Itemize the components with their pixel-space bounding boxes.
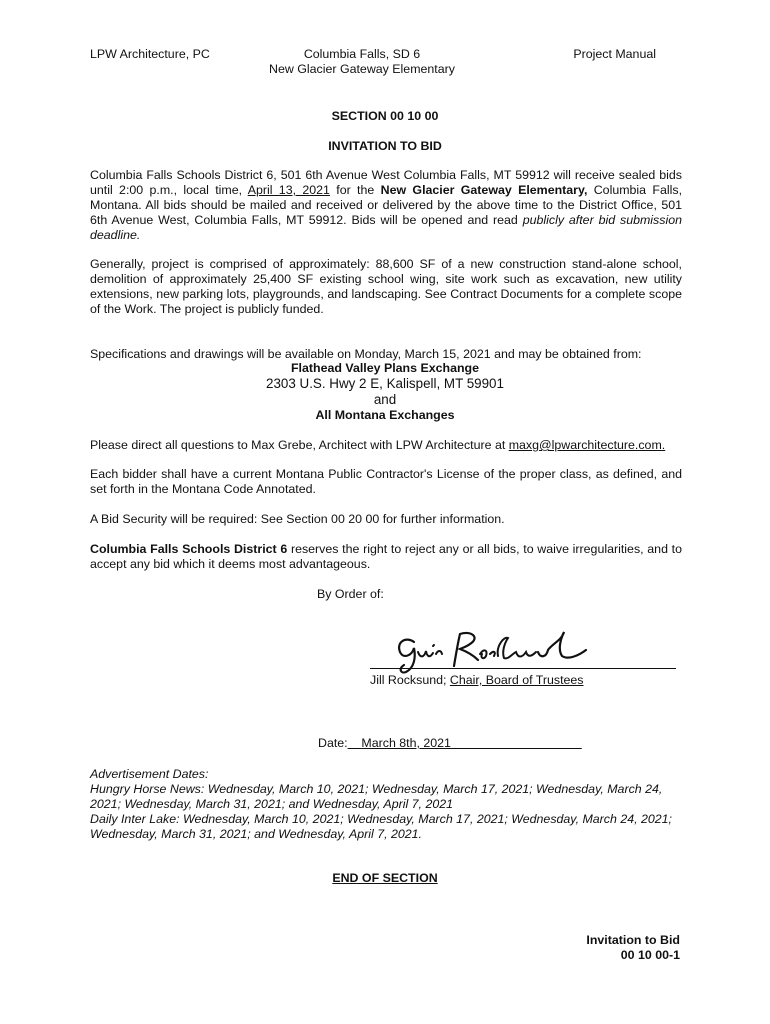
specs-intro: Specifications and drawings will be available on Monday, March 15, 2021 and may be obtained from: [90, 347, 642, 361]
date-field [348, 736, 582, 750]
bid-date: April 13, 2021 [247, 183, 330, 197]
advertisement-heading: Advertisement Dates: [90, 767, 209, 781]
and-text: and [373, 392, 397, 407]
header-school: New Glacier Gateway Elementary [269, 62, 455, 76]
plans-exchange-1: Flathead Valley Plans Exchange [290, 361, 479, 375]
footer-title: Invitation to Bid [586, 933, 680, 947]
questions-paragraph [90, 438, 682, 453]
reserve-paragraph [90, 542, 682, 572]
date-line [318, 736, 582, 751]
date-label: Date: [318, 736, 348, 750]
section-number: SECTION 00 10 00 [331, 109, 439, 123]
bid-opening-note: publicly after bid submission deadline. [90, 213, 682, 242]
by-order-label: By Order of: [317, 587, 384, 601]
bid-text-a: Columbia Falls Schools District 6, 501 6th Avenue West Columbia Falls, MT 59912 will receive sealed bids until 2:00 p.m., local time, [90, 168, 682, 197]
plans-exchange-address: 2303 U.S. Hwy 2 E, Kalispell, MT 59901 [266, 376, 504, 391]
bid-security-paragraph: A Bid Security will be required: See Section 00 20 00 for further information. [90, 512, 505, 526]
signer [370, 673, 584, 688]
signature-line [370, 668, 676, 669]
plans-exchange-2: All Montana Exchanges [315, 408, 455, 422]
bid-text-b: for the [329, 183, 381, 197]
bid-paragraph [90, 168, 682, 243]
section-title: INVITATION TO BID [328, 139, 442, 153]
district-name: Columbia Falls Schools District 6 [90, 542, 288, 556]
advertisement-hungry-horse: Hungry Horse News: Wednesday, March 10, 2021; Wednesday, March 17, 2021; Wednesday, March 24, 2021; Wednesday, March 31, 2021; and Wednesday, April 7, 2021 [90, 782, 663, 811]
questions-text: Please direct all questions to Max Grebe, Architect with LPW Architecture at [90, 438, 509, 452]
bid-text-c: Columbia Falls, Montana. All bids should be mailed and received or delivered by the above time to the District Office, 501 6th Avenue West, Columbia Falls, MT 59912. Bids will be opened and read [90, 183, 683, 227]
reserve-text: reserves the right to reject any or all bids, to waive irregularities, and to accept any bid which it deems most advantageous. [90, 542, 682, 571]
footer [520, 933, 680, 963]
header-district: Columbia Falls, SD 6 [303, 47, 421, 61]
header-firm: LPW Architecture, PC [90, 47, 210, 61]
scope-paragraph: Generally, project is comprised of approximately: 88,600 SF of a new construction stand-alone school, demolition of approximately 25,400 SF existing school wing, site work such as excavation, new utility extensions, new parking lots, playgrounds, and landscaping. See Contract Documents for a complete scope of the Work. The project is publicly funded. [90, 257, 682, 316]
end-of-section: END OF SECTION [332, 871, 438, 885]
advertisement-dates [90, 767, 682, 842]
project-name: New Glacier Gateway Elementary, [380, 183, 588, 197]
header-project [200, 47, 524, 77]
footer-page-number: 00 10 00-1 [620, 948, 680, 962]
contact-email-link[interactable]: maxg@lpwarchitecture.com. [508, 438, 666, 452]
signer-name: Jill Rocksund; [370, 673, 450, 687]
advertisement-daily-inter-lake: Daily Inter Lake: Wednesday, March 10, 2021; Wednesday, March 17, 2021; Wednesday, March 24, 2021; Wednesday, March 31, 2021; and Wednesday, April 7, 2021. [90, 812, 673, 841]
signer-title: Chair, Board of Trustees [449, 673, 584, 687]
license-paragraph: Each bidder shall have a current Montana Public Contractor's License of the proper class, as defined, and set forth in the Montana Code Annotated. [90, 467, 682, 496]
date-value: March 8th, 2021 [361, 736, 451, 750]
header-manual: Project Manual [573, 47, 656, 61]
